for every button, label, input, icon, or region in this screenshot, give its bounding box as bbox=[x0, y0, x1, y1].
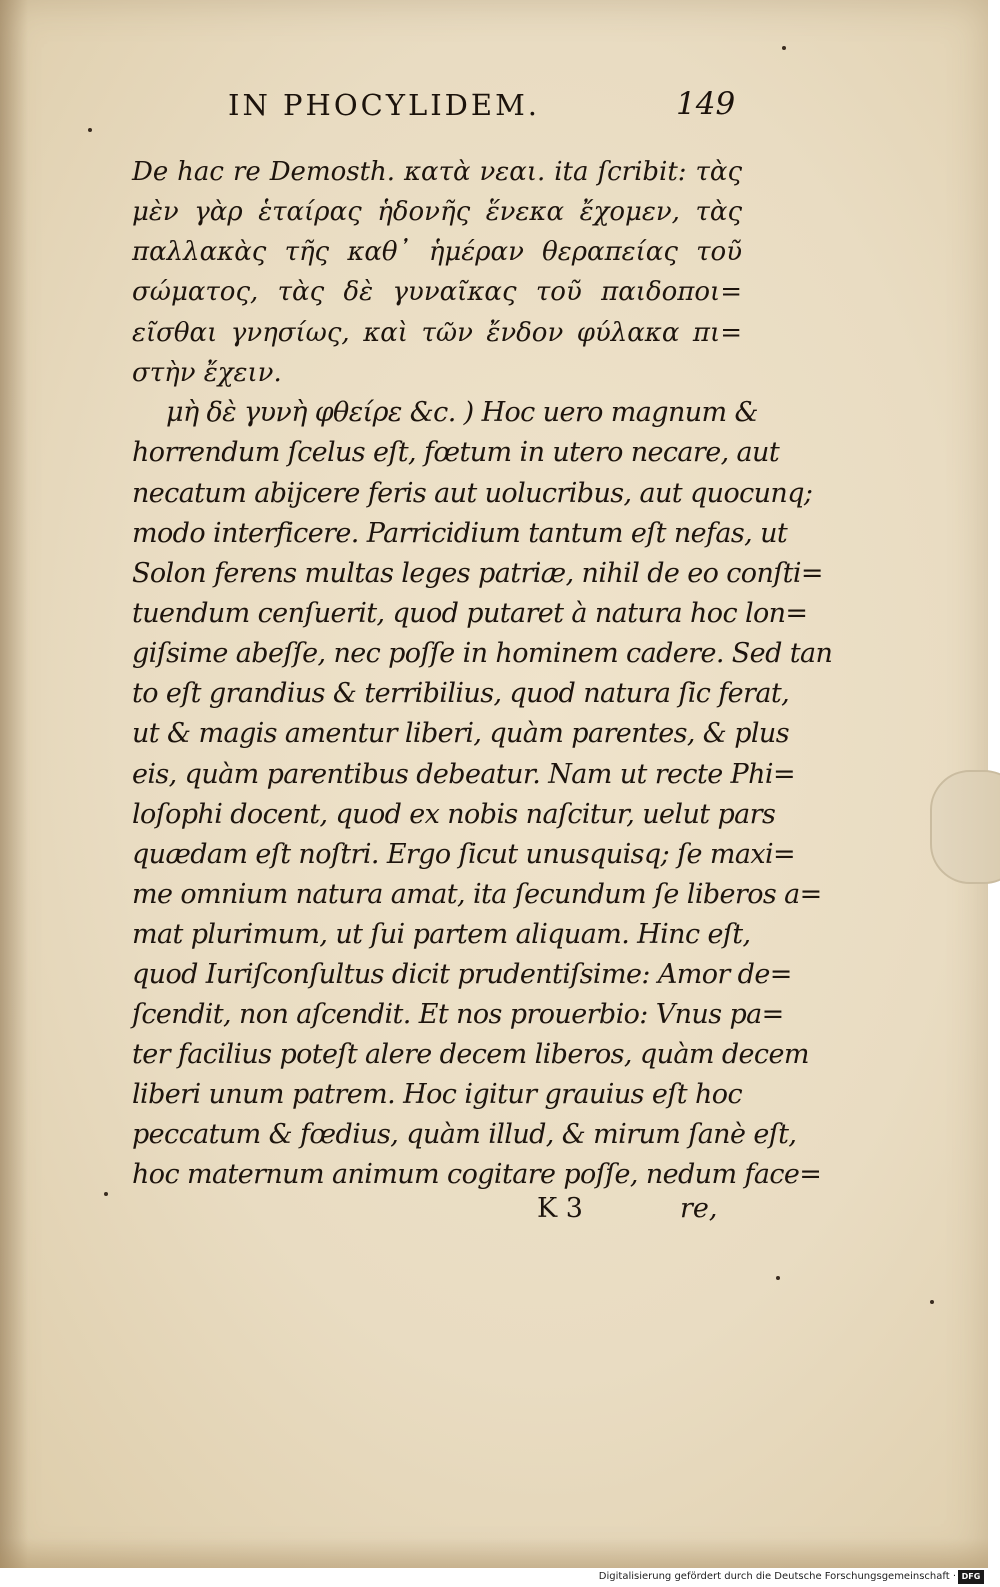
text-line: quod Iuriſconſultus dicit prudentiſsime: Amor de= bbox=[132, 959, 792, 990]
text-line: στὴν ἔχειν. bbox=[132, 358, 282, 388]
text-line: modo interficere. Parricidium tantum eſt nefas, ut bbox=[132, 518, 788, 549]
text-line: De hac re Demosth. κατὰ νεαι. ita ſcribit: τὰς bbox=[132, 157, 742, 187]
page-number: 149 bbox=[676, 86, 736, 122]
text-line: giſsime abeſſe, nec poſſe in hominem cadere. Sed tan bbox=[132, 638, 833, 669]
text-line: mat plurimum, ut ſui partem aliquam. Hinc eſt, bbox=[132, 919, 751, 950]
ink-speck bbox=[88, 128, 92, 132]
text-line: ter facilius poteſt alere decem liberos, quàm decem bbox=[132, 1039, 809, 1070]
text-line: eis, quàm parentibus debeatur. Nam ut recte Phi= bbox=[132, 759, 795, 790]
text-line: σώματος, τὰς δὲ γυναῖκας τοῦ παιδοποι= bbox=[132, 277, 742, 307]
footer-credit: Digitalisierung gefördert durch die Deutsche Forschungsgemeinschaft · bbox=[598, 1571, 956, 1582]
ink-speck bbox=[782, 46, 786, 50]
dfg-logo: DFG bbox=[958, 1570, 984, 1584]
text-line: μὲν γὰρ ἑταίρας ἡδονῆς ἕνεκα ἔχομεν, τὰς bbox=[132, 197, 742, 227]
text-line: εῖσθαι γνησίως, καὶ τῶν ἔνδον φύλακα πι= bbox=[132, 318, 742, 348]
ink-speck bbox=[776, 1276, 780, 1280]
text-line: Solon ferens multas leges patriæ, nihil de eo conſti= bbox=[132, 558, 823, 589]
text-line: to eſt grandius & terribilius, quod natura ſic ferat, bbox=[132, 678, 790, 709]
text-line: μὴ δὲ γυνὴ φθείρε &c. ) Hoc uero magnum & bbox=[166, 397, 758, 428]
text-line: me omnium natura amat, ita ſecundum ſe liberos a= bbox=[132, 879, 822, 910]
text-line: ut & magis amentur liberi, quàm parentes, & plus bbox=[132, 718, 789, 749]
page-gutter-shadow bbox=[0, 0, 28, 1568]
text-line: peccatum & fœdius, quàm illud, & mirum ſanè eſt, bbox=[132, 1119, 797, 1150]
page-bottom-shading bbox=[0, 1538, 988, 1568]
text-line: παλλακὰς τῆς καθ᾽ ἡμέραν θεραπείας τοῦ bbox=[132, 237, 742, 267]
page-tab-marker bbox=[930, 770, 1000, 884]
running-head: IN PHOCYLIDEM. bbox=[228, 88, 541, 122]
text-line: loſophi docent, quod ex nobis naſcitur, uelut pars bbox=[132, 799, 776, 830]
catchword: re, bbox=[680, 1193, 718, 1224]
text-line: horrendum ſcelus eſt, fœtum in utero necare, aut bbox=[132, 437, 780, 468]
text-line: quædam eſt noſtri. Ergo ſicut unusquisq; ſe maxi= bbox=[132, 839, 796, 870]
ink-speck bbox=[930, 1300, 934, 1304]
text-line: necatum abijcere feris aut uolucribus, aut quocunq; bbox=[132, 478, 813, 509]
text-line: tuendum cenſuerit, quod putaret à natura hoc lon= bbox=[132, 598, 808, 629]
ink-speck bbox=[104, 1192, 108, 1196]
text-line: liberi unum patrem. Hoc igitur grauius eſt hoc bbox=[132, 1079, 742, 1110]
text-line: hoc maternum animum cogitare poſſe, nedum face= bbox=[132, 1159, 822, 1190]
signature-mark: K 3 bbox=[537, 1193, 583, 1224]
text-line: ſcendit, non aſcendit. Et nos prouerbio: Vnus pa= bbox=[132, 999, 784, 1030]
